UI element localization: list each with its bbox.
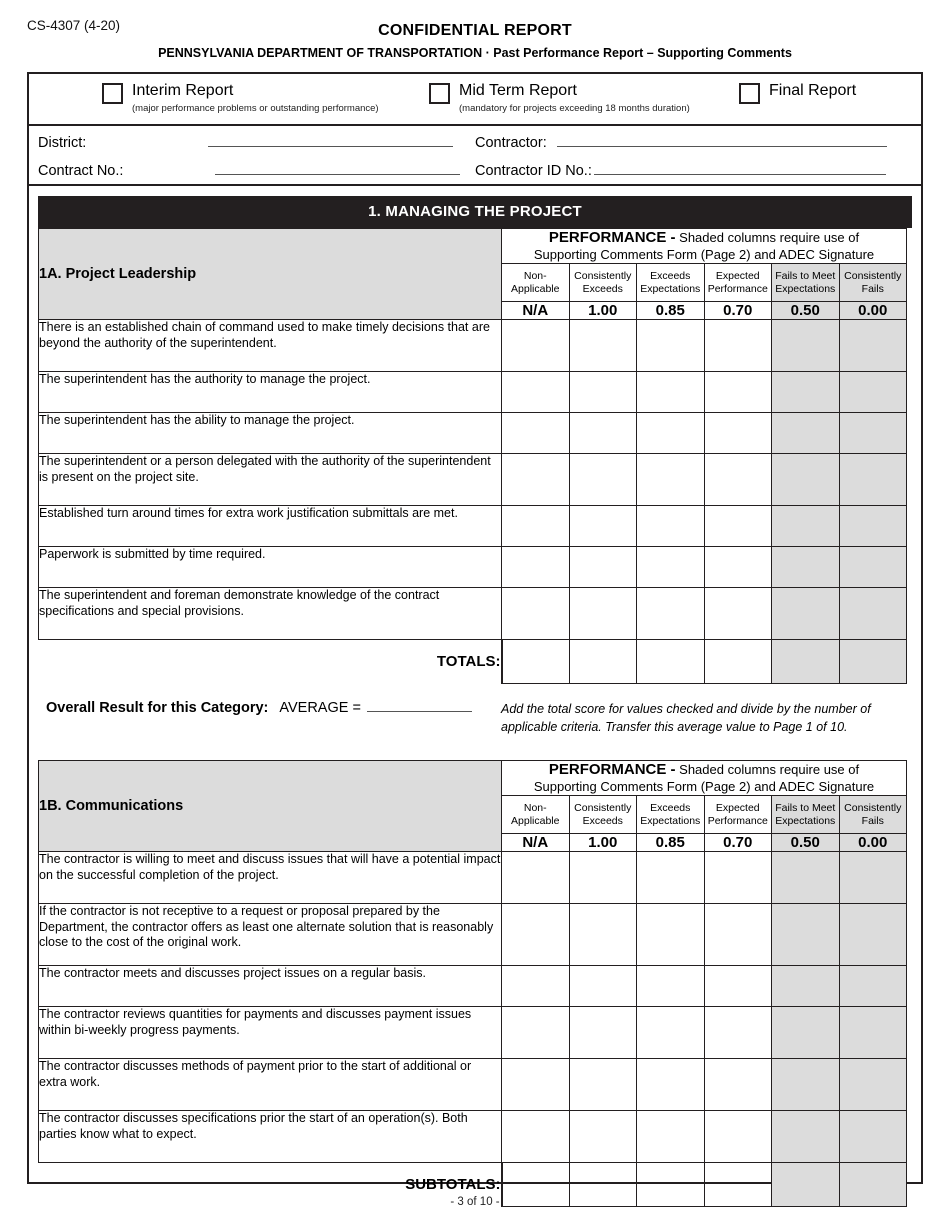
score-cell-100[interactable]: [569, 966, 637, 1007]
col-header-exceeds-expectations-line2: Expectations: [640, 282, 701, 295]
score-cell-na[interactable]: [502, 320, 570, 372]
score-cell-000[interactable]: [839, 966, 907, 1007]
score-cell-085[interactable]: [637, 320, 705, 372]
score-cell-000[interactable]: [839, 588, 907, 640]
score-cell-000[interactable]: [839, 852, 907, 904]
checkbox-final-report[interactable]: [739, 83, 760, 104]
report-type-midterm-label: Mid Term Report: [459, 82, 577, 99]
section-banner: 1. MANAGING THE PROJECT: [38, 196, 912, 228]
performance-title-row: [39, 229, 907, 264]
score-cell-085[interactable]: [637, 966, 705, 1007]
criterion-text: The contractor is willing to meet and discuss issues that will have a potential impact on the successful completion of the project.: [39, 852, 502, 904]
totals-cell-na[interactable]: [502, 640, 570, 684]
score-value-070: 0.70: [704, 302, 772, 320]
col-header-fails-to-meet-line1: Fails to Meet: [775, 270, 836, 282]
title-block: [0, 22, 950, 60]
col-header-non-applicable: [502, 264, 570, 302]
score-cell-na[interactable]: [502, 852, 570, 904]
score-cell-050[interactable]: [772, 1059, 840, 1111]
score-cell-000[interactable]: [839, 547, 907, 588]
contractor-id-field[interactable]: [475, 163, 886, 179]
score-cell-085[interactable]: [637, 372, 705, 413]
score-cell-na[interactable]: [502, 588, 570, 640]
col-header-exceeds-expectations: [637, 264, 705, 302]
contract-no-input[interactable]: [215, 163, 460, 175]
col-header-non-applicable-line2: Applicable: [511, 814, 560, 827]
criterion-text: The contractor discusses specifications prior the start of an operation(s). Both parties know what to expect.: [39, 1111, 502, 1163]
score-cell-085[interactable]: [637, 1059, 705, 1111]
score-value-070: 0.70: [704, 834, 772, 852]
col-header-fails-to-meet-line2: Expectations: [775, 282, 836, 295]
performance-header: [502, 229, 907, 264]
col-header-non-applicable-line2: Applicable: [511, 282, 560, 295]
report-type-interim[interactable]: [102, 82, 379, 114]
score-cell-100[interactable]: [569, 1059, 637, 1111]
performance-header-rest: Shaded columns require use of: [675, 762, 860, 777]
score-cell-050[interactable]: [772, 588, 840, 640]
score-cell-085[interactable]: [637, 588, 705, 640]
score-cell-na[interactable]: [502, 454, 570, 506]
table-row: [39, 320, 907, 372]
score-cell-070[interactable]: [704, 372, 772, 413]
table-row: [39, 852, 907, 904]
table-row: [39, 1007, 907, 1059]
col-header-expected-performance-line1: Expected: [715, 802, 760, 814]
score-cell-070[interactable]: [704, 1059, 772, 1111]
col-header-exceeds-expectations-line1: Exceeds: [650, 802, 691, 814]
identification-band: [29, 126, 921, 186]
score-value-000: 0.00: [839, 302, 907, 320]
district-field[interactable]: [38, 135, 453, 151]
score-cell-000[interactable]: [839, 1059, 907, 1111]
form-frame: [27, 72, 923, 1194]
district-label: District:: [38, 135, 87, 151]
criterion-text: The superintendent has the ability to manage the project.: [39, 413, 502, 454]
table-row: [39, 506, 907, 547]
criterion-text: The contractor reviews quantities for payments and discusses payment issues within bi-weekly progress payments.: [39, 1007, 502, 1059]
totals-label: TOTALS:: [436, 653, 501, 671]
table-row: [39, 1059, 907, 1111]
contract-no-label: Contract No.:: [38, 163, 124, 179]
totals-row-1a: [39, 640, 907, 684]
page-footer: - 3 of 10 -: [450, 1196, 500, 1208]
score-cell-100[interactable]: [569, 506, 637, 547]
score-cell-070[interactable]: [704, 320, 772, 372]
col-header-fails-to-meet-line1: Fails to Meet: [775, 802, 836, 814]
col-header-consistently-exceeds-line2: Exceeds: [582, 814, 623, 827]
score-cell-085[interactable]: [637, 454, 705, 506]
report-type-interim-label: Interim Report: [132, 82, 234, 99]
performance-header-rest: Shaded columns require use of: [675, 230, 860, 245]
col-header-consistently-fails-line2: Fails: [861, 814, 884, 827]
col-header-consistently-fails-line1: Consistently: [844, 270, 902, 282]
score-cell-070[interactable]: [704, 852, 772, 904]
score-cell-050[interactable]: [772, 904, 840, 966]
score-cell-050[interactable]: [772, 966, 840, 1007]
performance-header-line2: Supporting Comments Form (Page 2) and ADEC Signature: [533, 247, 875, 262]
contractor-label: Contractor:: [475, 135, 547, 151]
table-row: [39, 904, 907, 966]
overall-result-1a: [38, 698, 912, 760]
score-cell-100[interactable]: [569, 904, 637, 966]
score-cell-070[interactable]: [704, 1007, 772, 1059]
contractor-id-label: Contractor ID No.:: [475, 163, 592, 179]
overall-result-label: Overall Result for this Category:: [46, 700, 269, 716]
subtotals-label: SUBTOTALS:: [405, 1176, 501, 1194]
report-type-band: [29, 74, 921, 126]
checkbox-interim-report[interactable]: [102, 83, 123, 104]
score-cell-100[interactable]: [569, 547, 637, 588]
col-header-non-applicable-line1: Non-: [523, 802, 547, 814]
subsection-1b-title: [39, 761, 502, 852]
col-header-exceeds-expectations-line2: Expectations: [640, 814, 701, 827]
score-value-100: 1.00: [569, 302, 637, 320]
score-cell-na[interactable]: [502, 372, 570, 413]
totals-cell-070[interactable]: [704, 640, 772, 684]
col-header-consistently-exceeds-line2: Exceeds: [582, 282, 623, 295]
criterion-text: The contractor discusses methods of payment prior to the start of additional or extra work.: [39, 1059, 502, 1111]
score-cell-000[interactable]: [839, 454, 907, 506]
performance-title-row: [39, 761, 907, 796]
totals-cell-050[interactable]: [772, 640, 840, 684]
score-cell-050[interactable]: [772, 454, 840, 506]
col-header-consistently-fails: [839, 796, 907, 834]
report-type-interim-note: (major performance problems or outstanding performance): [132, 103, 379, 114]
score-cell-100[interactable]: [569, 372, 637, 413]
col-header-expected-performance-line2: Performance: [707, 282, 768, 295]
score-cell-na[interactable]: [502, 413, 570, 454]
score-cell-050[interactable]: [772, 506, 840, 547]
checkbox-mid-term-report[interactable]: [429, 83, 450, 104]
col-header-consistently-exceeds-line1: Consistently: [574, 802, 632, 814]
score-cell-070[interactable]: [704, 547, 772, 588]
performance-header: [502, 761, 907, 796]
totals-cell-100[interactable]: [569, 640, 637, 684]
score-cell-085[interactable]: [637, 547, 705, 588]
score-cell-050[interactable]: [772, 372, 840, 413]
report-type-final[interactable]: [739, 82, 856, 104]
page-title: CONFIDENTIAL REPORT: [378, 22, 572, 39]
overall-result-note: [501, 700, 901, 736]
score-cell-000[interactable]: [839, 1007, 907, 1059]
col-header-non-applicable-line1: Non-: [523, 270, 547, 282]
table-row: [39, 588, 907, 640]
col-header-exceeds-expectations-line1: Exceeds: [650, 270, 691, 282]
score-cell-na[interactable]: [502, 1111, 570, 1163]
score-value-000: 0.00: [839, 834, 907, 852]
col-header-non-applicable: [502, 796, 570, 834]
score-value-050: 0.50: [772, 834, 840, 852]
contractor-field[interactable]: [475, 135, 887, 151]
score-cell-000[interactable]: [839, 506, 907, 547]
score-cell-085[interactable]: [637, 852, 705, 904]
performance-header-line2: Supporting Comments Form (Page 2) and ADEC Signature: [533, 779, 875, 794]
col-header-fails-to-meet: [772, 796, 840, 834]
score-cell-050[interactable]: [772, 1007, 840, 1059]
col-header-expected-performance-line2: Performance: [707, 814, 768, 827]
score-cell-070[interactable]: [704, 413, 772, 454]
criterion-text: If the contractor is not receptive to a request or proposal prepared by the Department, the contractor offers as least one alternate solution that is reasonably close to the cost of the original work.: [39, 904, 502, 966]
score-cell-085[interactable]: [637, 904, 705, 966]
score-value-085: 0.85: [637, 302, 705, 320]
form-code: CS-4307 (4-20): [27, 18, 121, 33]
score-cell-070[interactable]: [704, 966, 772, 1007]
score-cell-050[interactable]: [772, 852, 840, 904]
score-cell-na[interactable]: [502, 1007, 570, 1059]
table-row: [39, 1111, 907, 1163]
score-cell-100[interactable]: [569, 1007, 637, 1059]
criterion-text: The superintendent has the authority to manage the project.: [39, 372, 502, 413]
subsection-1a-title: [39, 229, 502, 320]
report-type-midterm-note: (mandatory for projects exceeding 18 months duration): [459, 103, 690, 114]
score-cell-000[interactable]: [839, 320, 907, 372]
contractor-id-input[interactable]: [594, 163, 886, 175]
table-row: [39, 547, 907, 588]
performance-header-bold: PERFORMANCE -: [548, 229, 676, 246]
criterion-text: Established turn around times for extra work justification submittals are met.: [39, 506, 502, 547]
score-cell-100[interactable]: [569, 1111, 637, 1163]
col-header-expected-performance: [704, 796, 772, 834]
col-header-consistently-fails-line2: Fails: [861, 282, 884, 295]
score-cell-100[interactable]: [569, 588, 637, 640]
score-cell-000[interactable]: [839, 372, 907, 413]
performance-header-bold: PERFORMANCE -: [548, 761, 676, 778]
table-row: [39, 413, 907, 454]
score-value-na: N/A: [502, 302, 570, 320]
score-cell-na[interactable]: [502, 904, 570, 966]
col-header-expected-performance-line1: Expected: [715, 270, 760, 282]
score-value-050: 0.50: [772, 302, 840, 320]
score-cell-100[interactable]: [569, 454, 637, 506]
overall-result-note-line1: Add the total score for values checked and divide by the number of: [501, 702, 871, 716]
score-value-na: N/A: [502, 834, 570, 852]
col-header-exceeds-expectations: [637, 796, 705, 834]
score-cell-085[interactable]: [637, 1111, 705, 1163]
col-header-fails-to-meet: [772, 264, 840, 302]
grading-table-1b: [38, 760, 907, 1207]
score-cell-na[interactable]: [502, 547, 570, 588]
col-header-consistently-exceeds-line1: Consistently: [574, 270, 632, 282]
score-cell-085[interactable]: [637, 1007, 705, 1059]
score-cell-na[interactable]: [502, 506, 570, 547]
subsection-1a-label: 1A. Project Leadership: [39, 266, 197, 282]
totals-cell-085[interactable]: [637, 640, 705, 684]
col-header-expected-performance: [704, 264, 772, 302]
subsection-1b-label: 1B. Communications: [39, 798, 184, 814]
score-cell-000[interactable]: [839, 904, 907, 966]
contractor-input[interactable]: [557, 135, 887, 147]
col-header-consistently-exceeds: [569, 796, 637, 834]
col-header-fails-to-meet-line2: Expectations: [775, 814, 836, 827]
overall-result-note-line2: applicable criteria. Transfer this average value to Page 1 of 10.: [501, 720, 848, 734]
score-cell-070[interactable]: [704, 506, 772, 547]
criterion-text: The contractor meets and discusses project issues on a regular basis.: [39, 966, 502, 1007]
score-cell-050[interactable]: [772, 413, 840, 454]
table-row: [39, 454, 907, 506]
district-input[interactable]: [208, 135, 453, 147]
score-cell-100[interactable]: [569, 852, 637, 904]
col-header-consistently-fails: [839, 264, 907, 302]
grading-table-1a: [38, 228, 907, 684]
report-type-midterm[interactable]: [429, 82, 690, 114]
criterion-text: Paperwork is submitted by time required.: [39, 547, 502, 588]
score-value-085: 0.85: [637, 834, 705, 852]
form-content: [29, 186, 921, 1207]
score-cell-na[interactable]: [502, 966, 570, 1007]
score-cell-085[interactable]: [637, 506, 705, 547]
score-cell-na[interactable]: [502, 1059, 570, 1111]
average-input[interactable]: [367, 700, 472, 712]
criterion-text: The superintendent and foreman demonstrate knowledge of the contract specifications and special provisions.: [39, 588, 502, 640]
score-cell-070[interactable]: [704, 588, 772, 640]
criterion-text: The superintendent or a person delegated with the authority of the superintendent is present on the project site.: [39, 454, 502, 506]
score-cell-070[interactable]: [704, 454, 772, 506]
table-row: [39, 966, 907, 1007]
score-cell-000[interactable]: [839, 413, 907, 454]
score-value-100: 1.00: [569, 834, 637, 852]
overall-result-row: [46, 700, 472, 716]
page-subtitle: PENNSYLVANIA DEPARTMENT OF TRANSPORTATION · Past Performance Report – Supporting Comments: [158, 46, 792, 60]
col-header-consistently-fails-line1: Consistently: [844, 802, 902, 814]
score-cell-085[interactable]: [637, 413, 705, 454]
score-cell-050[interactable]: [772, 320, 840, 372]
average-label: AVERAGE =: [279, 700, 361, 716]
score-cell-100[interactable]: [569, 320, 637, 372]
col-header-consistently-exceeds: [569, 264, 637, 302]
score-cell-070[interactable]: [704, 1111, 772, 1163]
criterion-text: There is an established chain of command used to make timely decisions that are beyond the authority of the superintendent.: [39, 320, 502, 372]
score-cell-070[interactable]: [704, 904, 772, 966]
score-cell-000[interactable]: [839, 1111, 907, 1163]
score-cell-050[interactable]: [772, 1111, 840, 1163]
contract-no-field[interactable]: [38, 163, 460, 179]
score-cell-050[interactable]: [772, 547, 840, 588]
report-type-final-label: Final Report: [769, 82, 857, 99]
score-cell-100[interactable]: [569, 413, 637, 454]
table-row: [39, 372, 907, 413]
totals-cell-000[interactable]: [839, 640, 907, 684]
